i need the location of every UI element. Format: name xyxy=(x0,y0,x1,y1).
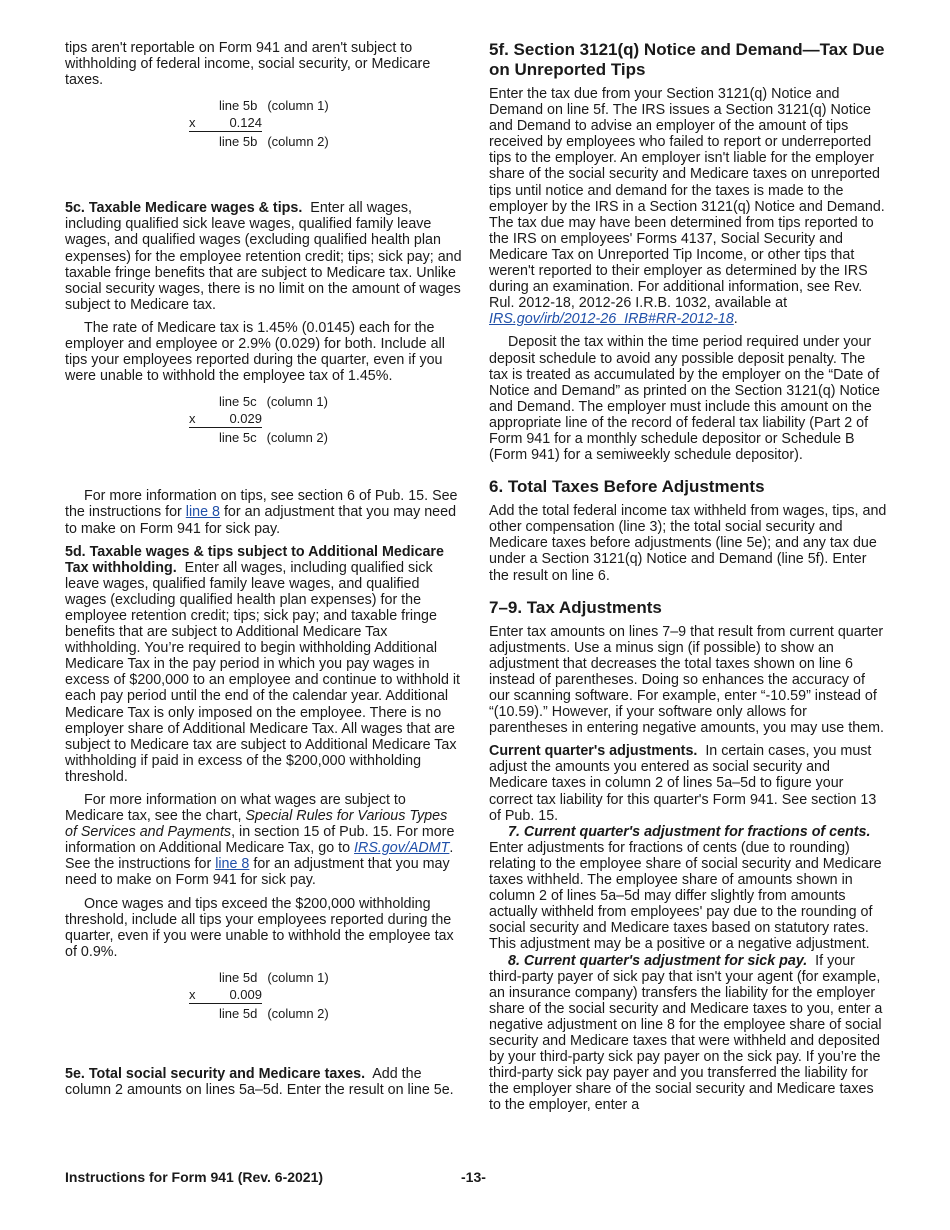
calc-column-label: (column 2) xyxy=(267,1005,329,1021)
calc-line-label: line 5b xyxy=(219,98,258,114)
irs-irb-link[interactable]: IRS.gov/irb/2012-26_IRB#RR-2012-18 xyxy=(489,311,734,328)
calc-line-label: line 5c xyxy=(219,430,257,446)
calc-line-label: line 5b xyxy=(219,134,258,150)
multiply-sign: x xyxy=(189,411,196,427)
multiply-sign: x xyxy=(189,986,196,1002)
irs-admt-link[interactable]: IRS.gov/ADMT xyxy=(354,840,450,857)
section-8: 8. Current quarter's adjustment for sick pay. If your third-party payer of sick pay that isn't your agent (for example, an insurance company) transfers the liability for the employer share of the social security and Medicare taxes to you, enter a negative adjustment on line 8 for the employee share of social security and Medicare taxes that were withheld and deposited by your third-party sick pay payer on the sick pay. If you’re the third-party sick pay payer and you transferred the liability for the employer share of the social security and Medicare taxes to the employer, enter a xyxy=(489,952,883,1114)
footer-form-title: Instructions for Form 941 (Rev. 6-2021) xyxy=(65,1169,324,1185)
section-5f-body: Enter the tax due from your Section 3121(q) Notice and Demand on line 5f. The IRS issues a Section 3121(q) Notice and Demand to advise an employer of the amount of tips received by employees who failed to report or underreported tips to the employer. An employer isn't liable for the employer share of the social security and Medicare taxes on unreported tips until notice and demand for the taxes is made to the employer by the IRS in a Section 3121(q) Notice and Demand. The tax due may have been determined from tips reported to the IRS on employees' Forms 4137, Social Security and Medicare Tax on Unreported Tip Income, or other tips that weren't reported to their employer as determined by the IRS during an examination. For additional information, see Rev. Rul. 2012-18, 2012-26 I.R.B. 1032, available at IRS.gov/irb/2012-26_IRB#RR-2012-18. xyxy=(489,86,885,328)
calc-rate: 0.029 xyxy=(229,411,262,427)
calc-line-label: line 5c xyxy=(219,394,257,410)
section-8-heading: 8. Current quarter's adjustment for sick pay. xyxy=(508,952,808,969)
page-number: -13- xyxy=(461,1169,486,1185)
deposit-paragraph: Deposit the tax within the time period required under your deposit schedule to avoid any possible deposit penalty. The tax is treated as accumulated by the employer on the “Date of Notice and Demand” as printed on the Section 3121(q) Notice and Demand. The employer must include this amount on the appropriate line of the record of federal tax liability (Part 2 of Form 941 for a monthly schedule depositor or Schedule B (Form 941) for a semiweekly schedule depositor). xyxy=(489,334,881,464)
line-8-link[interactable]: line 8 xyxy=(185,504,220,521)
section-6-body: Add the total federal income tax withheld from wages, tips, and other compensation (line 3); the total social security and Medicare taxes before adjustments (line 5e); and any tax due under a Section 3121(q) Notice and Demand (line 5f). Enter the result on line 6. xyxy=(489,503,887,584)
section-7-9-title: 7–9. Tax Adjustments xyxy=(489,597,662,617)
medicare-rate-paragraph: The rate of Medicare tax is 1.45% (0.0145) each for the employer and employee or 2.9% (0.029) for both. Include all tips your employees reported during the quarter, even if you were unable to withhold the employee tax of 1.45%. xyxy=(65,319,445,385)
calc-column-label: (column 2) xyxy=(267,134,329,150)
current-quarter-adjustments: Current quarter's adjustments. In certain cases, you must adjust the amounts you entered as social security and Medicare taxes in column 2 of lines 5a–5d to figure your correct tax liability for this quarter's Form 941. See section 13 of Pub. 15. xyxy=(489,743,877,824)
section-5d-heading: 5d. Taxable wages & tips subject to Additional Medicare Tax withholding. xyxy=(65,543,444,576)
calc-column-label: (column 1) xyxy=(267,98,329,114)
calc-5b xyxy=(65,98,463,156)
left-column xyxy=(65,40,463,1105)
section-5f-title: 5f. Section 3121(q) Notice and Demand—Tax Due on Unreported Tips xyxy=(489,40,885,79)
section-7: 7. Current quarter's adjustment for fractions of cents. Enter adjustments for fractions of cents (due to rounding) relating to the employee share of social security and Medicare taxes withheld. The employee share of amounts shown in column 2 of lines 5a–5d may differ slightly from amounts actually withheld from employees' pay due to the rounding of social security and Medicare taxes based on statutory rates. This adjustment may be a positive or a negative adjustment. xyxy=(489,823,882,953)
calc-5d xyxy=(65,970,463,1028)
section-7-heading: 7. Current quarter's adjustment for fractions of cents. xyxy=(508,823,871,840)
calc-rate: 0.124 xyxy=(229,115,262,131)
section-5c-heading: 5c. Taxable Medicare wages & tips. xyxy=(65,200,303,217)
multiply-sign: x xyxy=(189,115,196,131)
calc-5c xyxy=(65,394,463,452)
calc-column-label: (column 1) xyxy=(267,969,329,985)
calc-column-label: (column 2) xyxy=(266,430,328,446)
section-6-title: 6. Total Taxes Before Adjustments xyxy=(489,477,765,497)
calc-rate: 0.009 xyxy=(229,986,262,1002)
calc-column-label: (column 1) xyxy=(266,394,328,410)
section-5c: 5c. Taxable Medicare wages & tips. Enter all wages, including qualified sick leave wages, qualified family leave wages, and qualified wages (excluding qualified health plan expenses) for the employee retention credit; tips; sick pay; and taxable fringe benefits that are subject to Medicare tax. Unlike social security wages, there is no limit on the amount of wages subject to Medicare tax. xyxy=(65,200,462,313)
current-quarter-heading: Current quarter's adjustments. xyxy=(489,743,698,760)
section-5e-heading: 5e. Total social security and Medicare taxes. xyxy=(65,1065,366,1082)
calc-line-label: line 5d xyxy=(219,1005,258,1021)
section-5d: 5d. Taxable wages & tips subject to Additional Medicare Tax withholding. Enter all wages, including qualified sick leave wages, qualified family leave wages, and qualified wages (excluding qualified health plan expenses) for the employee retention credit; tips; sick pay; and taxable fringe benefits that are subject to Additional Medicare Tax withholding. You’re required to begin withholding Additional Medicare Tax in the pay period in which you pay wages in excess of $200,000 to an employee and continue to withhold it each pay period until the end of the calendar year. Additional Medicare Tax is only imposed on the employee. There is no employer share of Additional Medicare Tax. All wages that are subject to Medicare tax are subject to Additional Medicare Tax withholding if paid in excess of the $200,000 withholding threshold. xyxy=(65,543,461,785)
line-8-link[interactable]: line 8 xyxy=(215,856,250,873)
tips-more-info: For more information on tips, see section 6 of Pub. 15. See the instructions for line 8 for an adjustment that you may need to make on Form 941 for sick pay. xyxy=(65,488,458,537)
calc-line-label: line 5d xyxy=(219,969,258,985)
right-column xyxy=(489,40,887,1113)
intro-paragraph: tips aren't reportable on Form 941 and aren't subject to withholding of federal income, social security, or Medicare taxes. xyxy=(65,40,431,89)
section-7-9-body: Enter tax amounts on lines 7–9 that result from current quarter adjustments. Use a minus sign (if possible) to show an adjustment that decreases the total taxes shown on line 6 instead of parentheses. Doing so enhances the accuracy of our scanning software. For example, enter “-10.59” instead of “(10.59).” However, if your software only allows for parentheses in entering negative amounts, you may use them. xyxy=(489,623,884,737)
threshold-paragraph: Once wages and tips exceed the $200,000 withholding threshold, include all tips your employees reported during the quarter, even if you were unable to withhold the employee tax of 0.9%. xyxy=(65,895,454,960)
section-5d-more-info: For more information on what wages are subject to Medicare tax, see the chart, Special Rules for Various Types of Services and Payments, in section 15 of Pub. 15. For more information on Additional Medicare Tax, go to IRS.gov/ADMT. See the instructions for line 8 for an adjustment that you may need to make on Form 941 for sick pay. xyxy=(65,792,455,889)
section-5e: 5e. Total social security and Medicare taxes. Add the column 2 amounts on lines 5a–5d. Enter the result on line 5e. xyxy=(65,1065,454,1099)
